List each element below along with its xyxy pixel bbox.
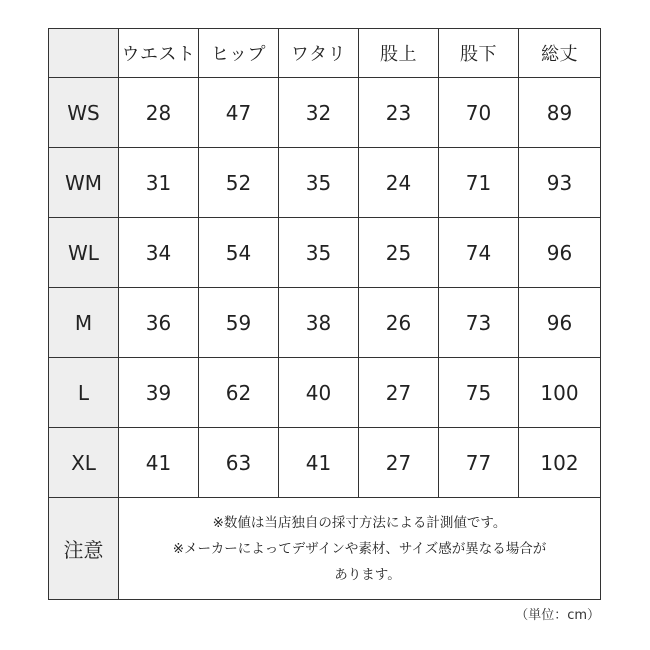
note-text [119, 498, 601, 600]
size-label: WM [49, 148, 119, 218]
header-row [49, 29, 601, 78]
table-cell: 27 [359, 358, 439, 428]
table-row [49, 428, 601, 498]
table-cell: 34 [119, 218, 199, 288]
column-header-hip: ヒップ [199, 29, 279, 78]
note-line: ※数値は当店独自の採寸方法による計測値です。 [212, 514, 507, 531]
table-cell: 35 [279, 148, 359, 218]
table-row [49, 358, 601, 428]
table-cell: 73 [439, 288, 519, 358]
size-label: WS [49, 78, 119, 148]
table-cell: 74 [439, 218, 519, 288]
table-cell: 40 [279, 358, 359, 428]
table-cell: 100 [519, 358, 601, 428]
table-cell: 27 [359, 428, 439, 498]
table-cell: 63 [199, 428, 279, 498]
column-header-rise: 股上 [359, 29, 439, 78]
table-cell: 89 [519, 78, 601, 148]
table-cell: 96 [519, 288, 601, 358]
table-cell: 77 [439, 428, 519, 498]
corner-cell [49, 29, 119, 78]
table-cell: 59 [199, 288, 279, 358]
table-cell: 31 [119, 148, 199, 218]
table-cell: 54 [199, 218, 279, 288]
table-cell: 38 [279, 288, 359, 358]
table-cell: 71 [439, 148, 519, 218]
column-header-total-length: 総丈 [519, 29, 601, 78]
table-cell: 41 [119, 428, 199, 498]
size-label: M [49, 288, 119, 358]
column-header-thigh: ワタリ [279, 29, 359, 78]
size-label: L [49, 358, 119, 428]
table-cell: 41 [279, 428, 359, 498]
table-cell: 70 [439, 78, 519, 148]
table-cell: 24 [359, 148, 439, 218]
table-cell: 96 [519, 218, 601, 288]
table-cell: 62 [199, 358, 279, 428]
table-cell: 28 [119, 78, 199, 148]
size-label: WL [49, 218, 119, 288]
table-cell: 35 [279, 218, 359, 288]
note-row [49, 498, 601, 600]
table-row [49, 78, 601, 148]
table-cell: 75 [439, 358, 519, 428]
table-cell: 102 [519, 428, 601, 498]
table-cell: 23 [359, 78, 439, 148]
note-line: あります。 [334, 566, 401, 583]
table-row [49, 148, 601, 218]
column-header-inseam: 股下 [439, 29, 519, 78]
table-row [49, 218, 601, 288]
size-chart-table [48, 28, 601, 600]
table-cell: 32 [279, 78, 359, 148]
table-cell: 39 [119, 358, 199, 428]
table-cell: 93 [519, 148, 601, 218]
table-cell: 47 [199, 78, 279, 148]
table-cell: 25 [359, 218, 439, 288]
table-row [49, 288, 601, 358]
table-cell: 52 [199, 148, 279, 218]
table-cell: 26 [359, 288, 439, 358]
unit-label: （単位：cm） [515, 608, 600, 623]
note-label: 注意 [49, 498, 119, 600]
note-line: ※メーカーによってデザインや素材、サイズ感が異なる場合が [172, 540, 547, 557]
table-cell: 36 [119, 288, 199, 358]
column-header-waist: ウエスト [119, 29, 199, 78]
size-label: XL [49, 428, 119, 498]
